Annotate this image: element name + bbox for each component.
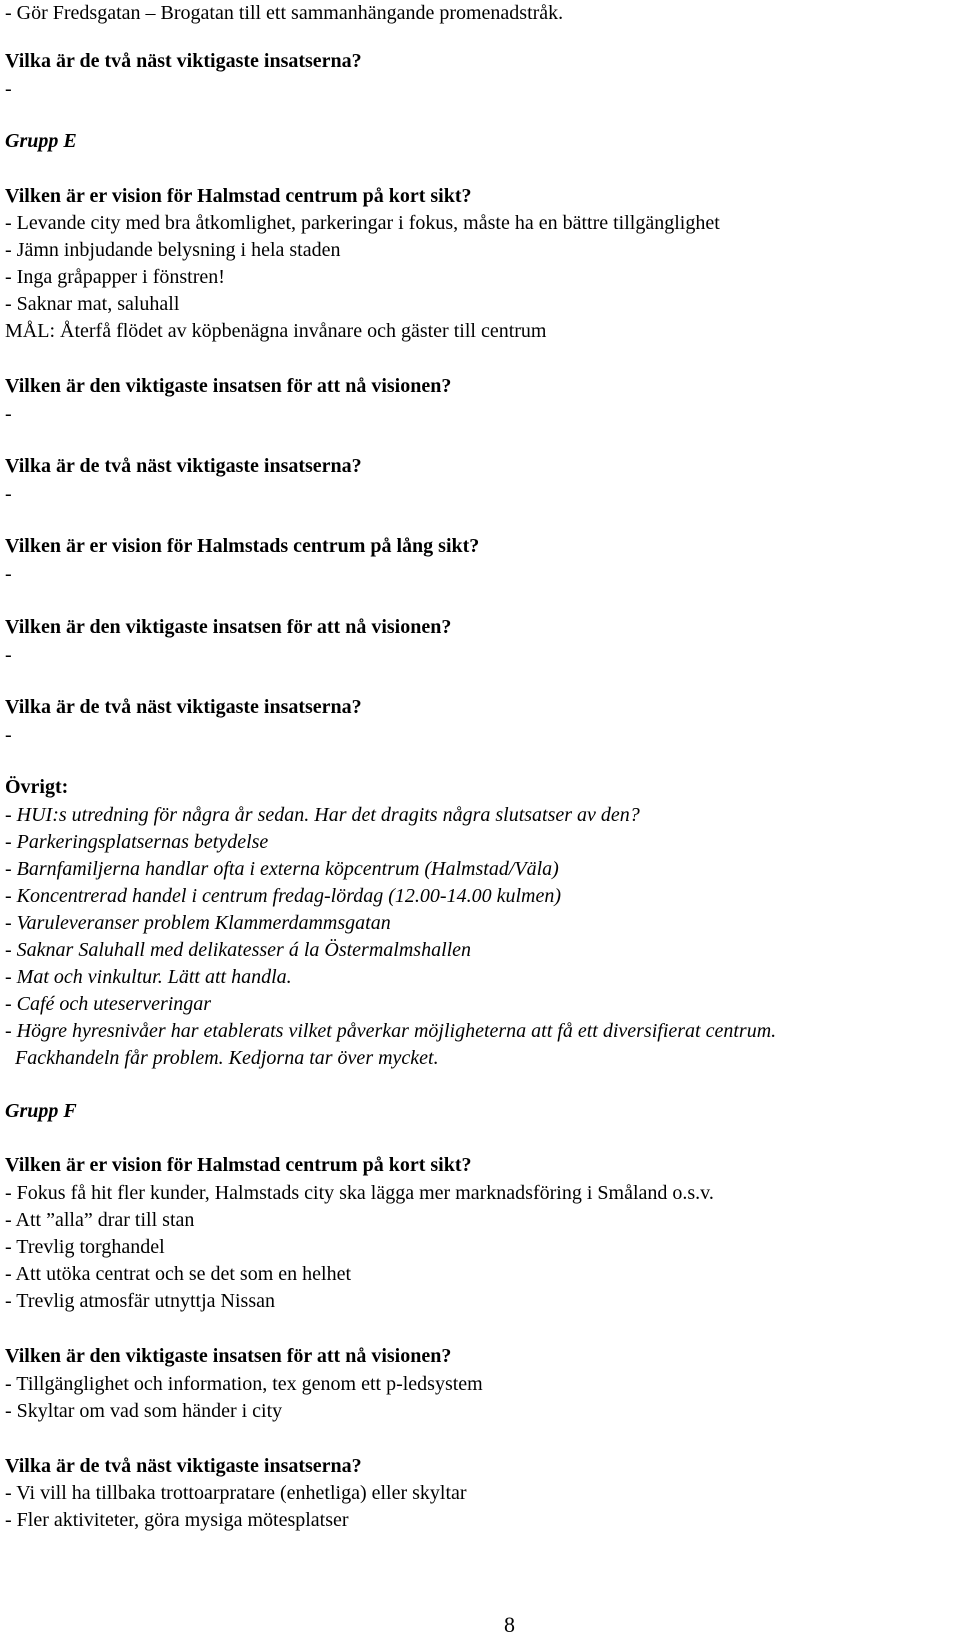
text-line: - Skyltar om vad som händer i city bbox=[5, 1400, 283, 1422]
text-line: MÅL: Återfå flödet av köpbenägna invånare och gäster till centrum bbox=[5, 320, 547, 342]
question-line: Övrigt: bbox=[5, 776, 69, 798]
question-line: Vilken är er vision för Halmstads centrum på lång sikt? bbox=[5, 535, 480, 557]
section-heading: Grupp F bbox=[5, 1100, 77, 1122]
text-line: - Varuleveranser problem Klammerdammsgatan bbox=[5, 912, 391, 934]
page-number: 8 bbox=[504, 1612, 515, 1637]
text-line: - bbox=[5, 563, 12, 585]
text-line: - Parkeringsplatsernas betydelse bbox=[5, 831, 269, 853]
text-line: - Mat och vinkultur. Lätt att handla. bbox=[5, 966, 292, 988]
text-line: - Trevlig atmosfär utnyttja Nissan bbox=[5, 1290, 275, 1312]
question-line: Vilka är de två näst viktigaste insatserna? bbox=[5, 455, 362, 477]
question-line: Vilken är er vision för Halmstad centrum på kort sikt? bbox=[5, 185, 472, 207]
text-line: - Saknar mat, saluhall bbox=[5, 293, 180, 315]
text-line: - bbox=[5, 724, 12, 746]
text-line: - Trevlig torghandel bbox=[5, 1236, 165, 1258]
text-line: - Barnfamiljerna handlar ofta i externa köpcentrum (Halmstad/Väla) bbox=[5, 858, 559, 880]
text-line: - Högre hyresnivåer har etablerats vilket påverkar möjligheterna att få ett diversifierat centrum. bbox=[5, 1020, 777, 1042]
text-line: - bbox=[5, 78, 12, 100]
text-line: - Levande city med bra åtkomlighet, parkeringar i fokus, måste ha en bättre tillgänglighet bbox=[5, 212, 720, 234]
text-line: - bbox=[5, 483, 12, 505]
text-line: - Vi vill ha tillbaka trottoarpratare (enhetliga) eller skyltar bbox=[5, 1482, 467, 1504]
text-line: - bbox=[5, 644, 12, 666]
text-line: - Tillgänglighet och information, tex genom ett p-ledsystem bbox=[5, 1373, 483, 1395]
text-line: - Gör Fredsgatan – Brogatan till ett sammanhängande promenadstråk. bbox=[5, 2, 564, 24]
text-line: - bbox=[5, 403, 12, 425]
question-line: Vilka är de två näst viktigaste insatserna? bbox=[5, 696, 362, 718]
question-line: Vilka är de två näst viktigaste insatserna? bbox=[5, 1455, 362, 1477]
question-line: Vilken är den viktigaste insatsen för att nå visionen? bbox=[5, 375, 452, 397]
text-line: - Jämn inbjudande belysning i hela staden bbox=[5, 239, 341, 261]
text-line: - Fler aktiviteter, göra mysiga mötesplatser bbox=[5, 1509, 349, 1531]
text-line: - Koncentrerad handel i centrum fredag-lördag (12.00-14.00 kulmen) bbox=[5, 885, 562, 907]
text-line: - Fokus få hit fler kunder, Halmstads city ska lägga mer marknadsföring i Småland o.s.v. bbox=[5, 1182, 714, 1204]
question-line: Vilken är den viktigaste insatsen för att nå visionen? bbox=[5, 616, 452, 638]
text-line: - Saknar Saluhall med delikatesser á la Östermalmshallen bbox=[5, 939, 472, 961]
text-line: - Att ”alla” drar till stan bbox=[5, 1209, 195, 1231]
question-line: Vilka är de två näst viktigaste insatserna? bbox=[5, 50, 362, 72]
question-line: Vilken är den viktigaste insatsen för att nå visionen? bbox=[5, 1345, 452, 1367]
text-line: - HUI:s utredning för några år sedan. Har det dragits några slutsatser av den? bbox=[5, 804, 640, 826]
text-line: Fackhandeln får problem. Kedjorna tar över mycket. bbox=[5, 1047, 439, 1069]
text-line: - Inga gråpapper i fönstren! bbox=[5, 266, 225, 288]
text-line: - Att utöka centrat och se det som en helhet bbox=[5, 1263, 352, 1285]
section-heading: Grupp E bbox=[5, 130, 77, 152]
question-line: Vilken är er vision för Halmstad centrum på kort sikt? bbox=[5, 1154, 472, 1176]
text-line: - Café och uteserveringar bbox=[5, 993, 212, 1015]
